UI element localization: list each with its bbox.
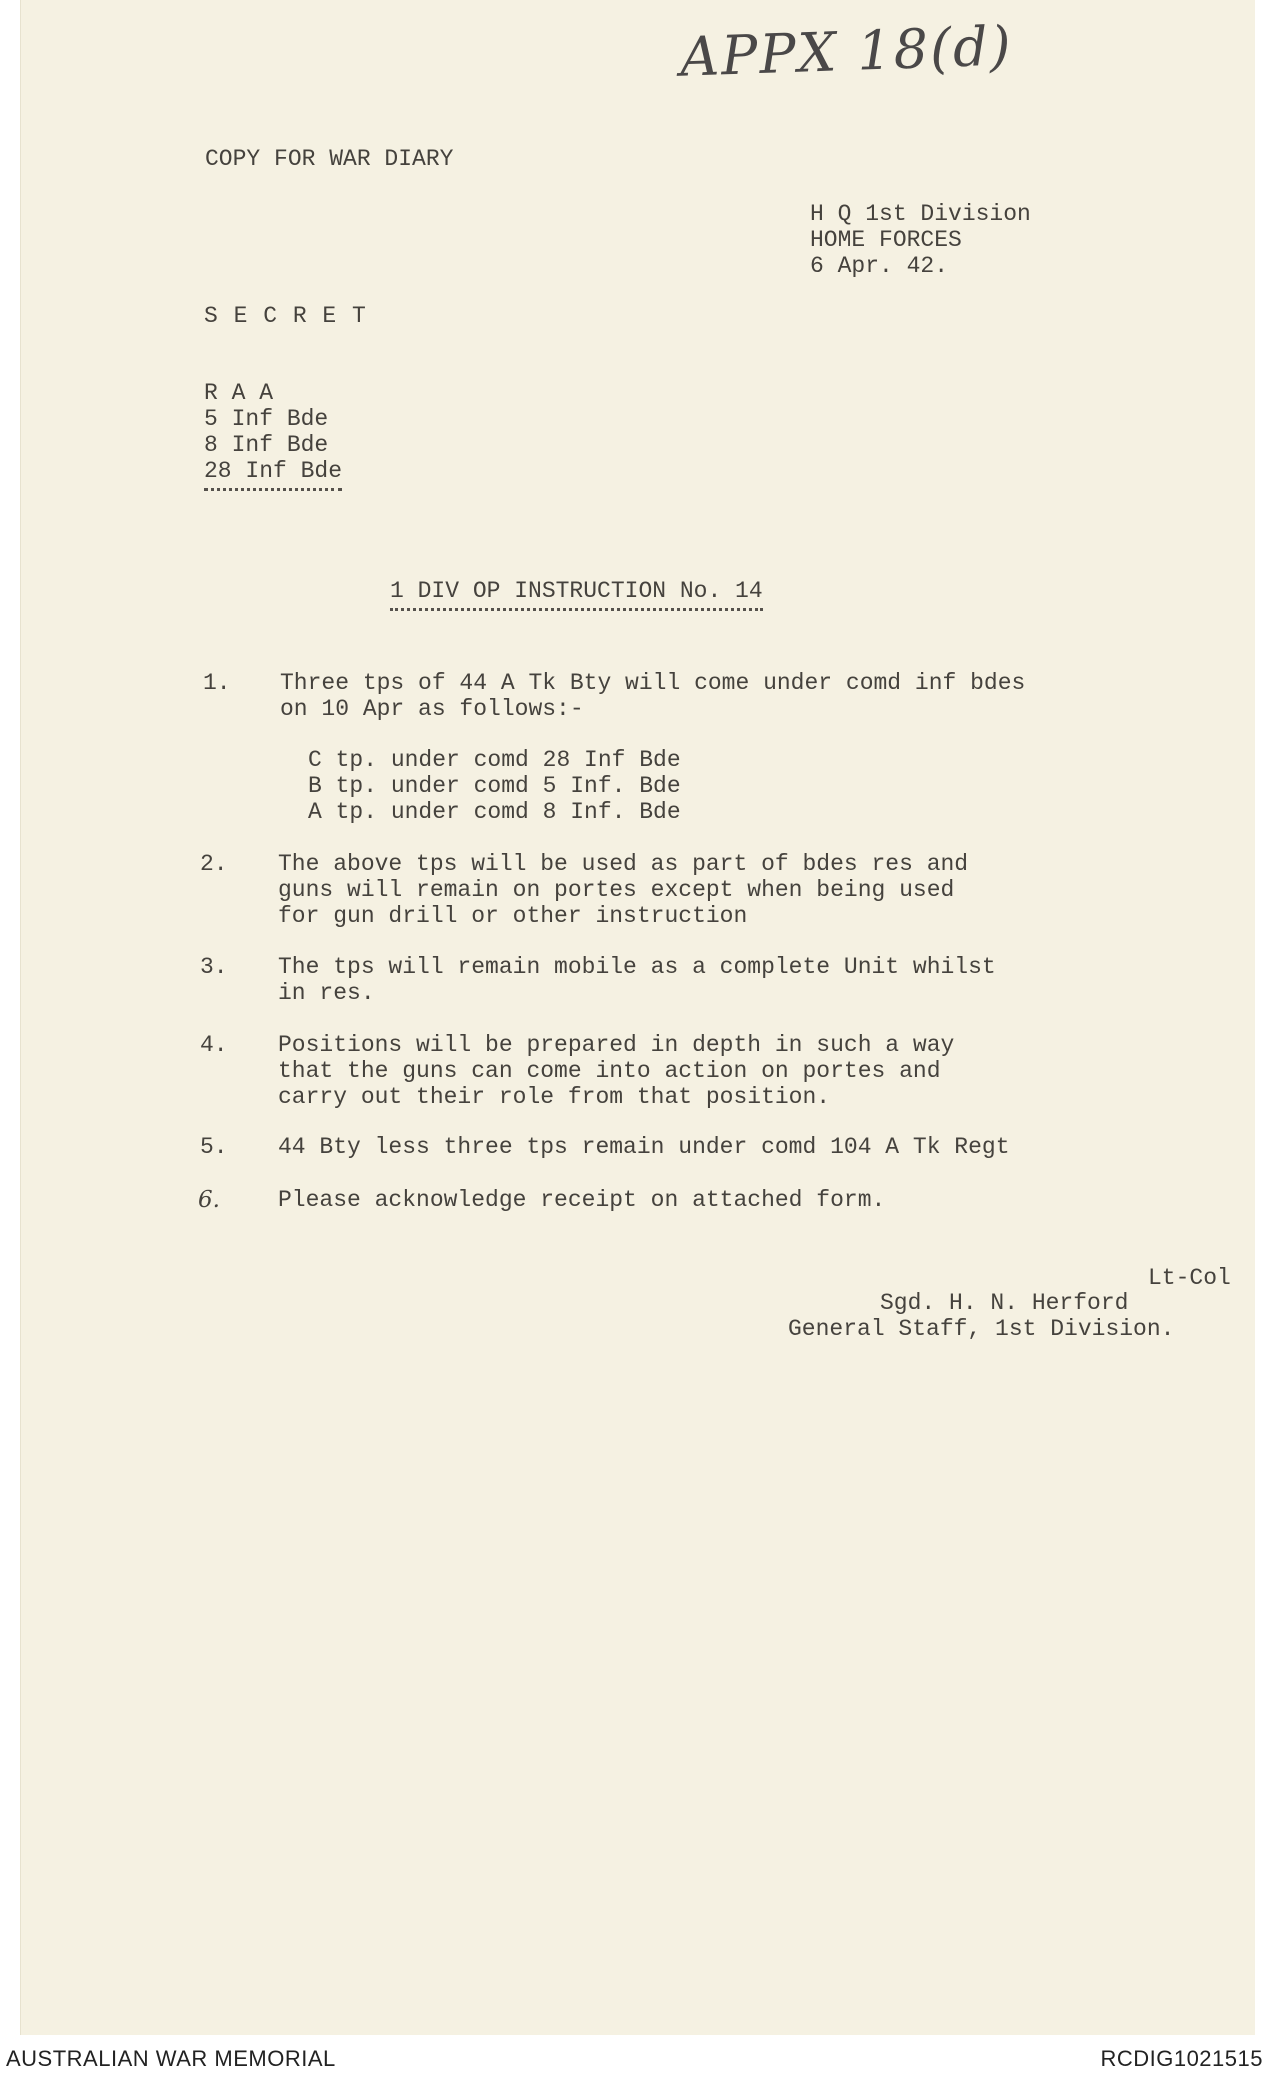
paragraph-text: Please acknowledge receipt on attached form. [278, 1187, 886, 1213]
distribution-item: 28 Inf Bde [204, 458, 342, 491]
troop-item: A tp. under comd 8 Inf. Bde [308, 799, 681, 825]
troop-item: B tp. under comd 5 Inf. Bde [308, 773, 681, 799]
paragraph-number: 4. [200, 1032, 228, 1058]
paragraph-number: 1. [203, 670, 231, 696]
copy-for-war-diary: COPY FOR WAR DIARY [205, 146, 454, 172]
paragraph-text: Three tps of 44 A Tk Bty will come under comd inf bdes on 10 Apr as follows:- [280, 670, 1026, 722]
distribution-item: R A A [204, 380, 274, 406]
document-sheet [20, 0, 1255, 2035]
distribution-item: 8 Inf Bde [204, 432, 329, 458]
paragraph-text: The above tps will be used as part of bdes res and guns will remain on portes except when being used for gun drill or other instruction [278, 851, 969, 929]
paragraph-text: The tps will remain mobile as a complete Unit whilst in res. [278, 954, 996, 1006]
classification-secret: S E C R E T [204, 303, 367, 329]
distribution-list [204, 380, 342, 491]
paragraph-number: 6. [198, 1187, 220, 1213]
troop-item: C tp. under comd 28 Inf Bde [308, 747, 681, 773]
paragraph-text: 44 Bty less three tps remain under comd 104 A Tk Regt [278, 1134, 1010, 1160]
signature-role: General Staff, 1st Division. [788, 1316, 1175, 1342]
footer-archive-name: AUSTRALIAN WAR MEMORIAL [6, 2046, 336, 2071]
signature-name: Sgd. H. N. Herford [880, 1290, 1129, 1316]
header-home-forces: HOME FORCES [810, 227, 962, 253]
signature-rank: Lt-Col [1148, 1265, 1231, 1291]
header-block [810, 201, 1031, 279]
handwritten-appendix-ref: APPX 18(d) [679, 14, 1014, 89]
paragraph-text: Positions will be prepared in depth in such a way that the guns can come into action on portes and carry out their role from that position. [278, 1032, 955, 1110]
troop-list [308, 747, 681, 825]
header-date: 6 Apr. 42. [810, 253, 949, 279]
distribution-item: 5 Inf Bde [204, 406, 329, 432]
footer-item-id: RCDIG1021515 [1100, 2046, 1263, 2071]
instruction-title: 1 DIV OP INSTRUCTION No. 14 [390, 578, 763, 611]
paragraph-number: 2. [200, 851, 228, 877]
paragraph-number: 5. [200, 1134, 228, 1160]
header-hq: H Q 1st Division [810, 201, 1031, 227]
paragraph-number: 3. [200, 954, 228, 980]
